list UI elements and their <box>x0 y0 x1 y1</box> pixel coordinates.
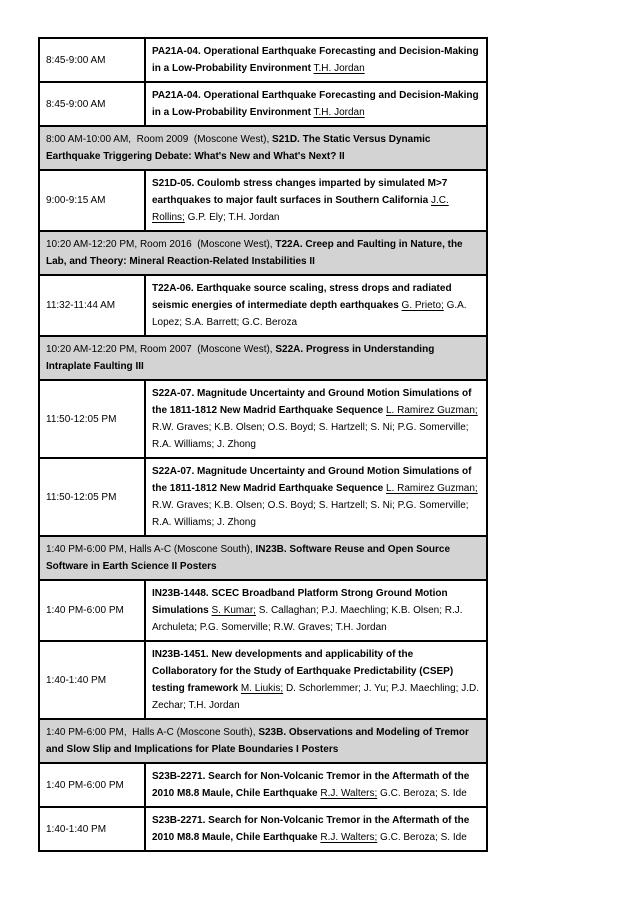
session-header-cell <box>39 719 487 763</box>
session-title: IN23B-1451. New developments and applicability of the Collaboratory for the Study of Earthquake Predictability (CSEP) testing framework <box>152 649 454 694</box>
session-cell <box>145 380 487 458</box>
session-row <box>39 458 487 536</box>
time-cell: 1:40-1:40 PM <box>39 807 145 851</box>
schedule-table <box>38 37 488 852</box>
session-title: S22A-07. Magnitude Uncertainty and Ground Motion Simulations of the 1811-1812 New Madrid Earthquake Sequence <box>152 388 472 416</box>
session-cell <box>145 580 487 641</box>
session-header-title: T22A. Creep and Faulting in Nature, the Lab, and Theory: Mineral Reaction-Related Instabilities II <box>46 239 466 267</box>
session-title: S23B-2271. Search for Non-Volcanic Tremor in the Aftermath of the 2010 M8.8 Maule, Chile Earthquake <box>152 771 470 799</box>
session-header-time-location: 1:40 PM-6:00 PM, Halls A-C (Moscone South), <box>46 544 256 555</box>
time-cell: 8:45-9:00 AM <box>39 38 145 82</box>
session-header-row <box>39 231 487 275</box>
session-cell <box>145 275 487 336</box>
session-cell <box>145 763 487 807</box>
session-title: T22A-06. Earthquake source scaling, stress drops and radiated seismic energies of intermediate depth earthquakes <box>152 283 452 311</box>
coauthors-text: S. Callaghan; P.J. Maechling; K.B. Olsen; R.J. Archuleta; P.G. Somerville; R.W. Graves; T.H. Jordan <box>152 605 463 633</box>
session-header-time-location: 8:00 AM-10:00 AM, Room 2009 (Moscone West), <box>46 134 273 145</box>
time-cell: 11:50-12:05 PM <box>39 380 145 458</box>
coauthors-text: G.P. Ely; T.H. Jordan <box>187 212 280 223</box>
session-header-title: S22A. Progress in Understanding Intraplate Faulting III <box>46 344 438 372</box>
session-header-row <box>39 719 487 763</box>
session-cell <box>145 38 487 82</box>
session-row <box>39 275 487 336</box>
session-cell <box>145 641 487 719</box>
coauthors-text: D. Schorlemmer; J. Yu; P.J. Maechling; J.D. Zechar; T.H. Jordan <box>152 683 479 711</box>
session-row <box>39 807 487 851</box>
time-cell: 8:45-9:00 AM <box>39 82 145 126</box>
session-title: S22A-07. Magnitude Uncertainty and Ground Motion Simulations of the 1811-1812 New Madrid Earthquake Sequence <box>152 466 472 494</box>
session-header-title: IN23B. Software Reuse and Open Source Software in Earth Science II Posters <box>46 544 453 572</box>
presenter-link[interactable]: T.H. Jordan <box>313 107 365 118</box>
presenter-link[interactable]: G. Prieto; <box>401 300 444 311</box>
session-row <box>39 380 487 458</box>
session-header-row <box>39 536 487 580</box>
presenter-link[interactable]: R.J. Walters; <box>320 788 378 799</box>
session-row <box>39 641 487 719</box>
session-header-time-location: 10:20 AM-12:20 PM, Room 2007 (Moscone West), <box>46 344 276 355</box>
session-title: PA21A-04. Operational Earthquake Forecasting and Decision-Making in a Low-Probability Environment <box>152 46 479 74</box>
session-cell <box>145 458 487 536</box>
session-title: PA21A-04. Operational Earthquake Forecasting and Decision-Making in a Low-Probability Environment <box>152 90 479 118</box>
session-title: S23B-2271. Search for Non-Volcanic Tremor in the Aftermath of the 2010 M8.8 Maule, Chile Earthquake <box>152 815 470 843</box>
session-header-time-location: 10:20 AM-12:20 PM, Room 2016 (Moscone West), <box>46 239 276 250</box>
coauthors-text: G.C. Beroza; S. Ide <box>380 832 467 843</box>
session-header-title: S21D. The Static Versus Dynamic Earthquake Triggering Debate: What's New and What's Next? II <box>46 134 434 162</box>
time-cell: 1:40 PM-6:00 PM <box>39 580 145 641</box>
presenter-link[interactable]: R.J. Walters; <box>320 832 378 843</box>
session-row <box>39 38 487 82</box>
coauthors-text: G.A. Lopez; S.A. Barrett; G.C. Beroza <box>152 300 467 328</box>
session-header-cell <box>39 126 487 170</box>
session-header-cell <box>39 231 487 275</box>
session-row <box>39 763 487 807</box>
session-cell <box>145 82 487 126</box>
session-row <box>39 170 487 231</box>
time-cell: 9:00-9:15 AM <box>39 170 145 231</box>
session-header-time-location: 1:40 PM-6:00 PM, Halls A-C (Moscone South), <box>46 727 259 738</box>
session-cell <box>145 807 487 851</box>
session-title: IN23B-1448. SCEC Broadband Platform Strong Ground Motion Simulations <box>152 588 448 616</box>
presenter-link[interactable]: L. Ramirez Guzman; <box>386 405 478 416</box>
time-cell: 1:40-1:40 PM <box>39 641 145 719</box>
session-row <box>39 580 487 641</box>
presenter-link[interactable]: M. Liukis; <box>240 683 284 694</box>
session-header-row <box>39 126 487 170</box>
session-header-cell <box>39 536 487 580</box>
coauthors-text: R.W. Graves; K.B. Olsen; O.S. Boyd; S. Hartzell; S. Ni; P.G. Somerville; R.A. Williams; J. Zhong <box>152 422 469 450</box>
session-header-title: S23B. Observations and Modeling of Tremor and Slow Slip and Implications for Plate Boundaries I Posters <box>46 727 472 755</box>
presenter-link[interactable]: L. Ramirez Guzman; <box>386 483 478 494</box>
presenter-link[interactable]: S. Kumar; <box>211 605 256 616</box>
session-title: S21D-05. Coulomb stress changes imparted by simulated M>7 earthquakes to major fault surfaces in Southern California <box>152 178 448 206</box>
time-cell: 11:50-12:05 PM <box>39 458 145 536</box>
session-header-row <box>39 336 487 380</box>
session-header-cell <box>39 336 487 380</box>
time-cell: 1:40 PM-6:00 PM <box>39 763 145 807</box>
session-cell <box>145 170 487 231</box>
presenter-link[interactable]: T.H. Jordan <box>313 63 365 74</box>
session-row <box>39 82 487 126</box>
coauthors-text: G.C. Beroza; S. Ide <box>380 788 467 799</box>
presenter-link[interactable]: J.C. Rollins; <box>152 195 449 223</box>
coauthors-text: R.W. Graves; K.B. Olsen; O.S. Boyd; S. Hartzell; S. Ni; P.G. Somerville; R.A. Williams; J. Zhong <box>152 500 469 528</box>
time-cell: 11:32-11:44 AM <box>39 275 145 336</box>
